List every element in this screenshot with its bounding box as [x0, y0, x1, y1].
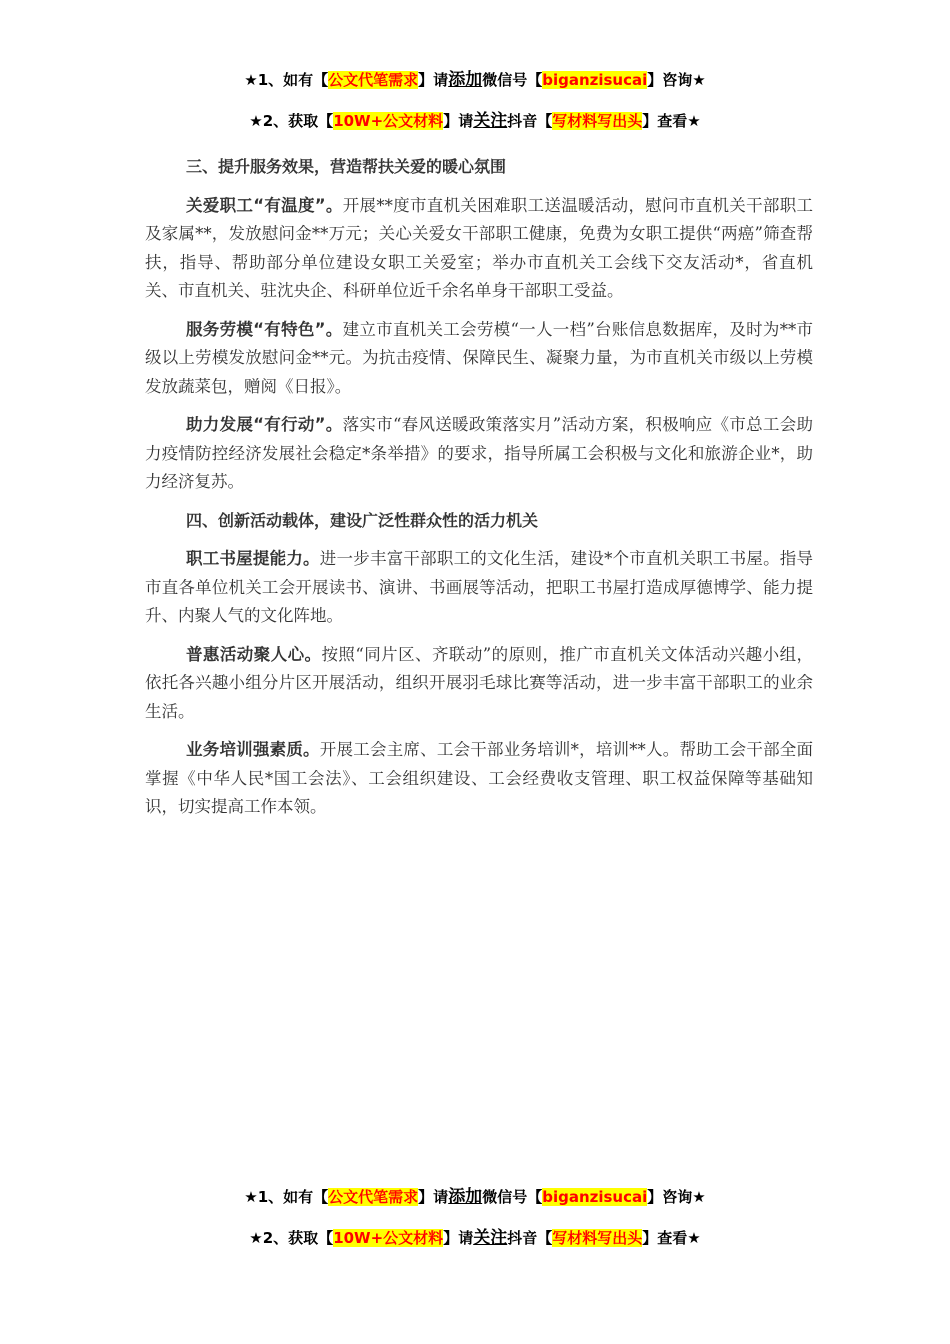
banner-text: ★1、如有【 [244, 71, 329, 89]
section-4-heading: 四、创新活动载体，建设广泛性群众性的活力机关 [186, 510, 539, 530]
banner-text: ★2、获取【 [249, 112, 334, 130]
banner-text: 】请 [418, 71, 449, 89]
douyin-account: 写材料写出头 [552, 112, 643, 130]
banner-text: 】请 [418, 1188, 449, 1206]
paragraph-text: 开展**度市直机关困难职工送温暖活动，慰问市直机关干部职工及家属**，发放慰问金**万元；关心关爱女干部职工健康，免费为女职工提供“两癌”筛查帮扶，指导、帮助部分单位建设女职工关爱室；举办市直机关工会线下交友活动*，省直机关、市直机关、驻沈央企、科研单位近千余名单身干部职工受益。 [145, 195, 813, 300]
highlighted-text: 10W+公文材料 [333, 1229, 444, 1247]
banner-text: ★1、如有【 [244, 1188, 329, 1206]
banner-text: 抖音【 [507, 112, 553, 130]
paragraph-lead: 普惠活动聚人心。 [186, 644, 322, 664]
underlined-text: 添加 [448, 1187, 483, 1207]
banner-text: 】请 [443, 112, 474, 130]
paragraph-text: 落实市“春风送暖政策落实月”活动方案，积极响应《市总工会助力疫情防控经济发展社会稳定*条举措》的要求，指导所属工会积极与文化和旅游企业*，助力经济复苏。 [145, 415, 813, 491]
banner-text: 微信号【 [482, 1188, 543, 1206]
paragraph-development [145, 411, 813, 497]
banner-text: ★2、获取【 [249, 1229, 334, 1247]
paragraph-care-workers [145, 192, 813, 306]
banner-text: 微信号【 [482, 71, 543, 89]
highlighted-text: 公文代笔需求 [328, 1188, 419, 1206]
bottom-banner-line-2 [0, 1227, 950, 1249]
banner-text: 】查看★ [642, 112, 701, 130]
highlighted-text: 公文代笔需求 [328, 71, 419, 89]
top-banner-line-2 [0, 110, 950, 132]
paragraph-lead: 服务劳模“有特色”。 [186, 319, 343, 339]
douyin-account: 写材料写出头 [552, 1229, 643, 1247]
paragraph-text: 按照“同片区、齐联动”的原则，推广市直机关文体活动兴趣小组，依托各兴趣小组分片区开展活动，组织开展羽毛球比赛等活动，进一步丰富干部职工的业余生活。 [145, 644, 814, 721]
banner-text: 】咨询★ [647, 1188, 706, 1206]
paragraph-lead: 助力发展“有行动”。 [186, 415, 343, 434]
document-body [145, 153, 813, 832]
paragraph-activities [145, 641, 813, 727]
paragraph-lead: 职工书屋提能力。 [186, 549, 320, 568]
paragraph-lead: 关爱职工“有温度”。 [186, 195, 343, 215]
banner-text: 】查看★ [642, 1229, 701, 1247]
banner-text: 抖音【 [507, 1229, 553, 1247]
paragraph-text: 开展工会主席、工会干部业务培训*，培训**人。帮助工会干部全面掌握《中华人民*国工会法》、工会组织建设、工会经费收支管理、职工权益保障等基础知识，切实提高工作本领。 [145, 740, 814, 816]
underlined-text: 添加 [448, 70, 483, 90]
section-3-heading: 三、提升服务效果，营造帮扶关爱的暖心氛围 [186, 157, 507, 176]
banner-text: 】咨询★ [647, 71, 706, 89]
paragraph-model-workers [145, 316, 813, 402]
underlined-text: 关注 [473, 111, 508, 131]
banner-text: 】请 [443, 1229, 474, 1247]
highlighted-text: 10W+公文材料 [333, 112, 444, 130]
bottom-banner-line-1 [0, 1186, 950, 1208]
wechat-id: biganzisucai [542, 71, 648, 89]
paragraph-text: 进一步丰富干部职工的文化生活，建设*个市直机关职工书屋。指导市直各单位机关工会开展读书、演讲、书画展等活动，把职工书屋打造成厚德博学、能力提升、内聚人气的文化阵地。 [145, 549, 814, 625]
paragraph-lead: 业务培训强素质。 [186, 740, 320, 759]
underlined-text: 关注 [473, 1228, 508, 1248]
paragraph-text: 建立市直机关工会劳模“一人一档”台账信息数据库，及时为**市级以上劳模发放慰问金**元。为抗击疫情、保障民生、凝聚力量，为市直机关市级以上劳模发放蔬菜包，赠阅《日报》。 [145, 319, 813, 396]
paragraph-bookhouse [145, 545, 813, 631]
paragraph-training [145, 736, 813, 822]
top-banner-line-1 [0, 69, 950, 91]
wechat-id: biganzisucai [542, 1188, 648, 1206]
